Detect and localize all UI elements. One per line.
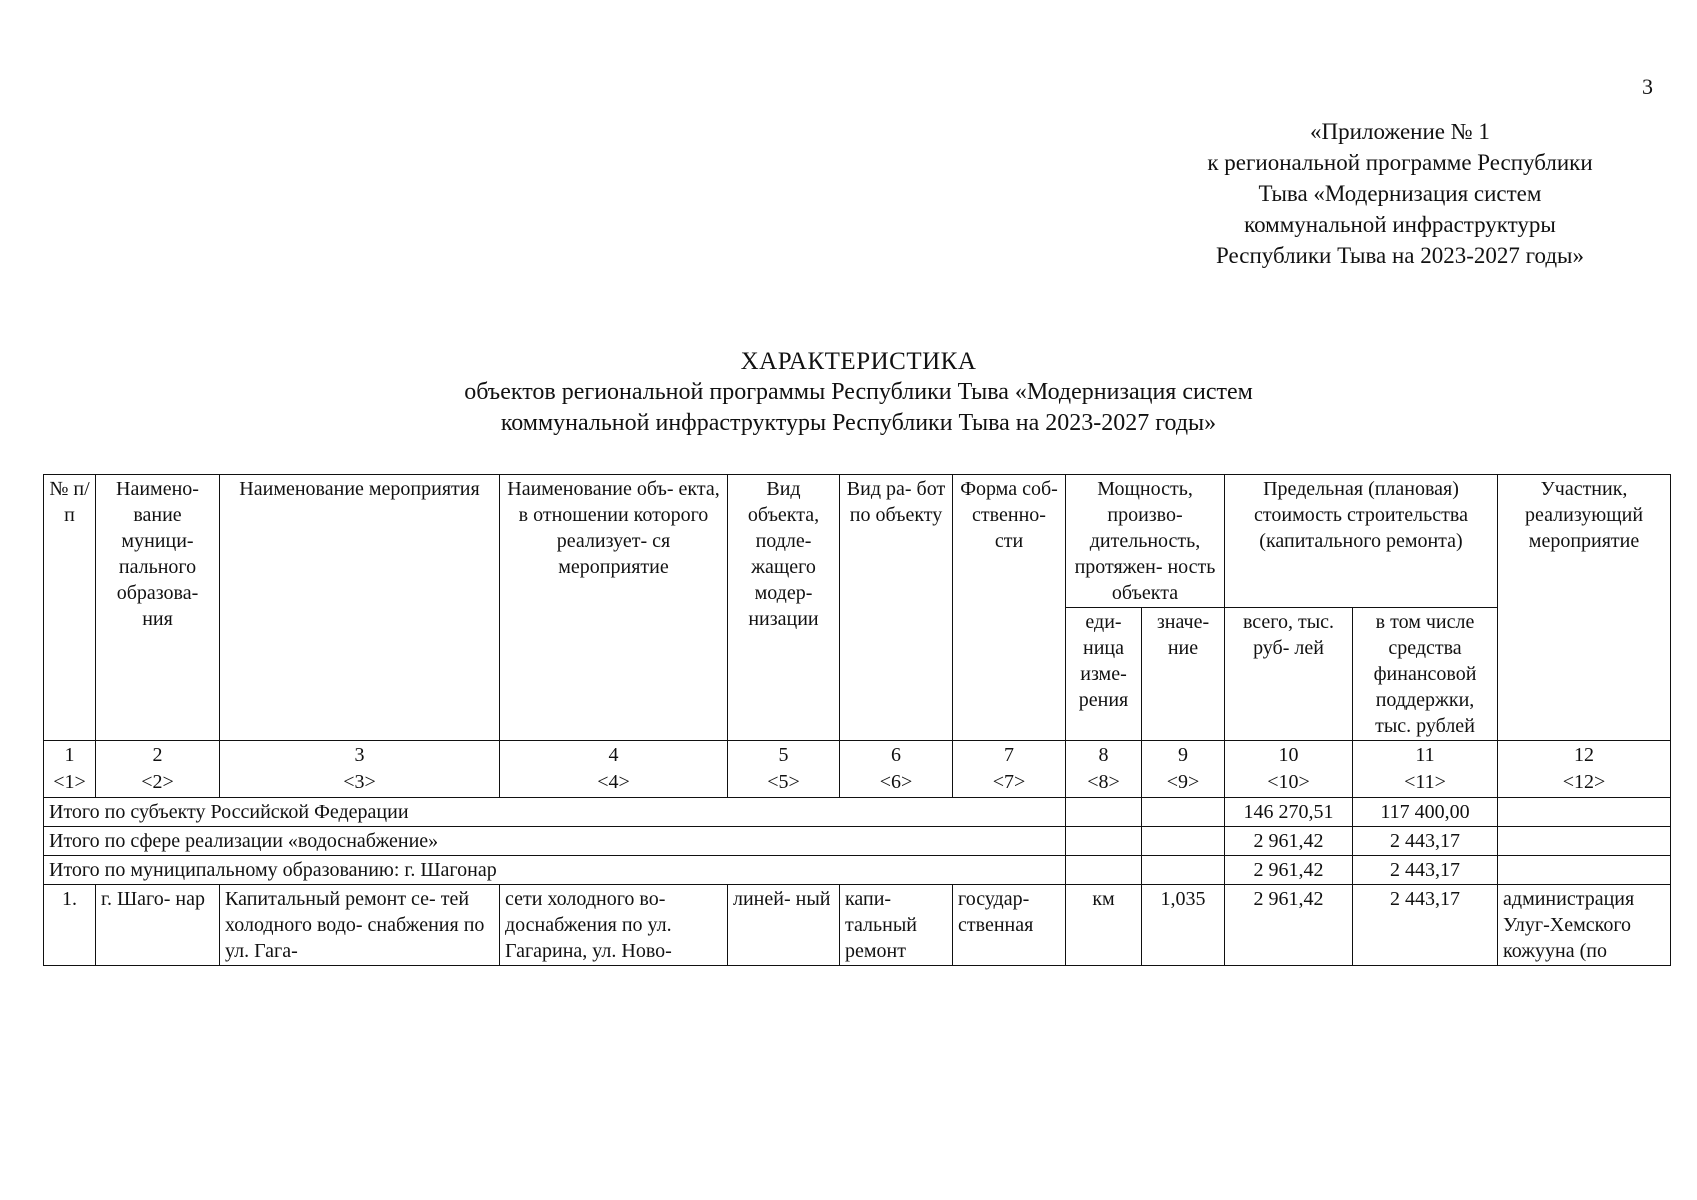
total-cost: 2 961,42 xyxy=(1225,827,1353,856)
column-number-cell: 2 <2> xyxy=(96,741,220,798)
column-number-cell: 9 <9> xyxy=(1142,741,1225,798)
document-title xyxy=(0,346,1697,439)
column-number-cell: 8 <8> xyxy=(1066,741,1142,798)
total-cost: 146 270,51 xyxy=(1225,798,1353,827)
header-cell-capacity: Мощность, произво- дительность, протяжен- ность объекта xyxy=(1066,475,1225,608)
header-cell-work-type: Вид ра- бот по объекту xyxy=(840,475,953,741)
total-row xyxy=(44,827,1671,856)
column-number-cell: 6 <6> xyxy=(840,741,953,798)
title-subline: объектов региональной программы Республики Тыва «Модернизация систем xyxy=(464,379,1253,405)
header-cell-number: № п/п xyxy=(44,475,96,741)
header-cell-participant: Участник, реализующий мероприятие xyxy=(1498,475,1671,741)
total-empty-cell xyxy=(1498,856,1671,885)
total-empty-cell xyxy=(1142,827,1225,856)
annex-line: Республики Тыва на 2023-2027 годы» xyxy=(1215,243,1585,268)
row-unit: км xyxy=(1066,885,1142,966)
objects-table xyxy=(43,474,1671,966)
annex-line: к региональной программе Республики xyxy=(1207,150,1593,175)
row-cost-total: 2 961,42 xyxy=(1225,885,1353,966)
total-support: 117 400,00 xyxy=(1353,798,1498,827)
column-number-cell: 11 <11> xyxy=(1353,741,1498,798)
total-empty-cell xyxy=(1498,827,1671,856)
column-number-cell: 12 <12> xyxy=(1498,741,1671,798)
column-number-cell: 4 <4> xyxy=(500,741,728,798)
header-cell-municipality: Наимено- вание муници- пального образова- ния xyxy=(96,475,220,741)
column-number-cell: 1 <1> xyxy=(44,741,96,798)
annex-line: «Приложение № 1 xyxy=(1310,119,1490,144)
total-row xyxy=(44,856,1671,885)
row-number: 1. xyxy=(44,885,96,966)
table-row xyxy=(44,885,1671,966)
title-heading: ХАРАКТЕРИСТИКА xyxy=(740,348,977,375)
total-support: 2 443,17 xyxy=(1353,856,1498,885)
total-empty-cell xyxy=(1498,798,1671,827)
header-cell-cost-support: в том числе средства финансовой поддержки, тыс. рублей xyxy=(1353,608,1498,741)
header-cell-object-type: Вид объекта, подле- жащего модер- низации xyxy=(728,475,840,741)
row-value: 1,035 xyxy=(1142,885,1225,966)
row-cost-support: 2 443,17 xyxy=(1353,885,1498,966)
page-number: 3 xyxy=(1642,74,1653,99)
header-cell-cost: Предельная (плановая) стоимость строительства (капитального ремонта) xyxy=(1225,475,1498,608)
header-cell-unit: еди- ница изме- рения xyxy=(1066,608,1142,741)
row-participant: администрация Улуг-Хемского кожууна (по xyxy=(1498,885,1671,966)
total-cost: 2 961,42 xyxy=(1225,856,1353,885)
header-cell-measure: Наименование мероприятия xyxy=(220,475,500,741)
header-cell-value: значе- ние xyxy=(1142,608,1225,741)
total-label: Итого по муниципальному образованию: г. Шагонар xyxy=(44,856,1066,885)
annex-heading xyxy=(1120,116,1680,271)
column-number-cell: 5 <5> xyxy=(728,741,840,798)
row-municipality: г. Шаго- нар xyxy=(96,885,220,966)
header-cell-cost-total: всего, тыс. руб- лей xyxy=(1225,608,1353,741)
total-empty-cell xyxy=(1066,827,1142,856)
total-empty-cell xyxy=(1142,856,1225,885)
row-ownership: государ- ственная xyxy=(953,885,1066,966)
column-number-cell: 7 <7> xyxy=(953,741,1066,798)
header-cell-object: Наименование объ- екта, в отношении которого реализует- ся мероприятие xyxy=(500,475,728,741)
annex-line: коммунальной инфраструктуры xyxy=(1244,212,1556,237)
column-number-cell: 10 <10> xyxy=(1225,741,1353,798)
total-empty-cell xyxy=(1066,856,1142,885)
row-measure: Капитальный ремонт се- тей холодного водо- снабжения по ул. Гага- xyxy=(220,885,500,966)
table-header-row xyxy=(44,475,1671,608)
total-support: 2 443,17 xyxy=(1353,827,1498,856)
row-object: сети холодного во- доснабжения по ул. Гагарина, ул. Ново- xyxy=(500,885,728,966)
row-work-type: капи- тальный ремонт xyxy=(840,885,953,966)
annex-line: Тыва «Модернизация систем xyxy=(1258,181,1542,206)
column-number-row xyxy=(44,741,1671,798)
header-cell-ownership: Форма соб- ственно- сти xyxy=(953,475,1066,741)
total-label: Итого по сфере реализации «водоснабжение» xyxy=(44,827,1066,856)
title-subline: коммунальной инфраструктуры Республики Тыва на 2023-2027 годы» xyxy=(500,410,1217,436)
column-number-cell: 3 <3> xyxy=(220,741,500,798)
total-empty-cell xyxy=(1142,798,1225,827)
total-label: Итого по субъекту Российской Федерации xyxy=(44,798,1066,827)
total-empty-cell xyxy=(1066,798,1142,827)
total-row xyxy=(44,798,1671,827)
row-object-type: линей- ный xyxy=(728,885,840,966)
